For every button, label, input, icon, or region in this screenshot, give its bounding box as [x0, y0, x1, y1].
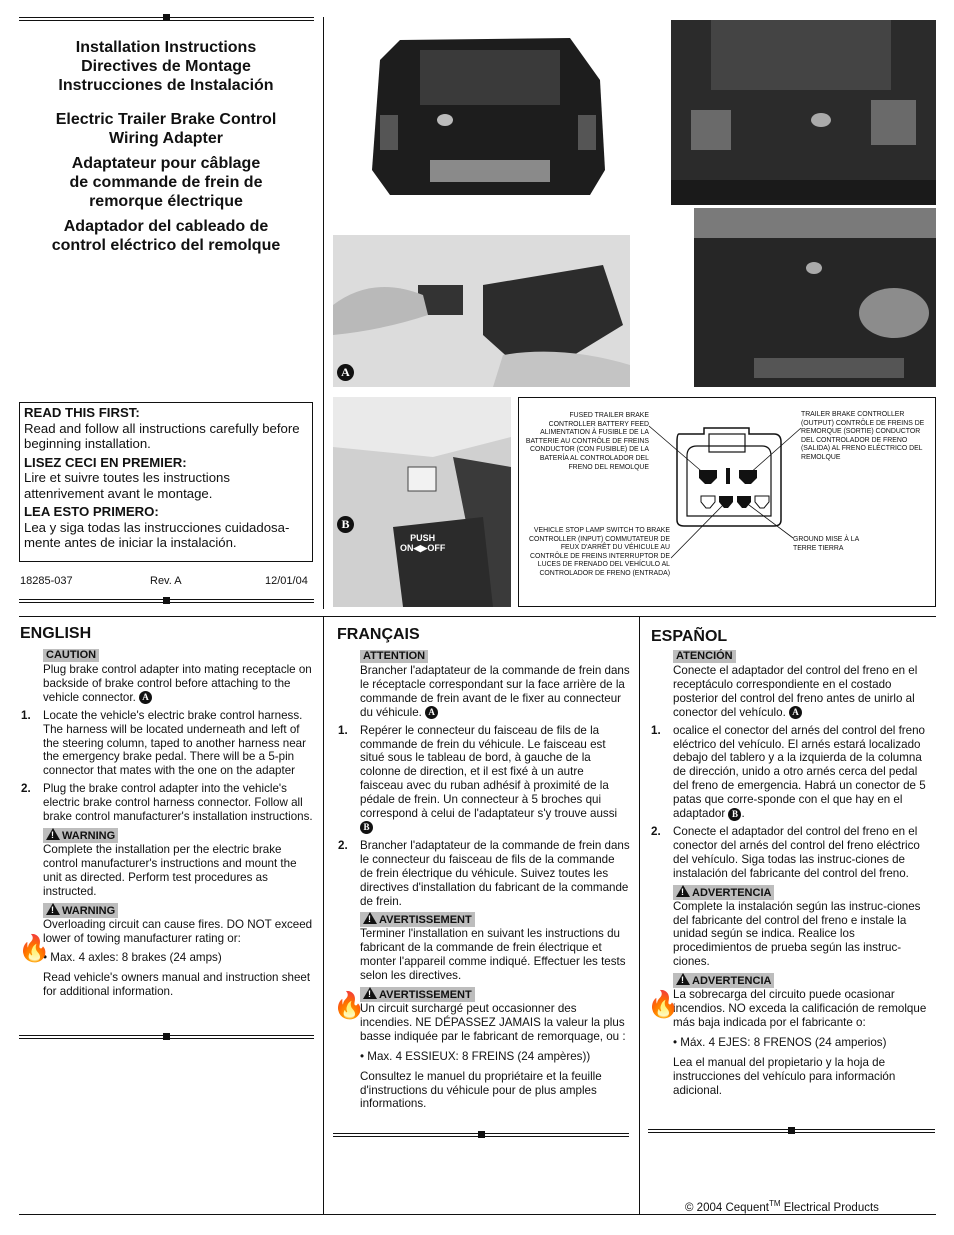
- product-title-es-1: Adaptador del cableado de: [63, 218, 269, 235]
- diagram-label-ground: GROUND MISE À LA TERRE TIERRA: [793, 536, 859, 552]
- trademark: TM: [768, 1199, 781, 1208]
- read-first-heading-es: LEA ESTO PRIMERO:: [24, 504, 159, 519]
- caution-tag: ATENCIÓN: [673, 650, 736, 663]
- read-first-heading-en: READ THIS FIRST:: [24, 405, 140, 420]
- install-title-en: Installation Instructions: [75, 39, 257, 56]
- warning-icon: !: [676, 885, 690, 897]
- caution-text: Brancher l'adaptateur de la commande de frein dans le réceptacle correspondant sur la face arrière de la commande de frein avant de le fixer au connecteur du véhicule.: [360, 664, 630, 719]
- read-first-text-en: Read and follow all instructions carefully before beginning installation.: [24, 420, 300, 451]
- read-first-heading-fr: LISEZ CECI EN PREMIER:: [24, 454, 187, 470]
- bullet-text: • Max. 4 ESSIEUX: 8 FREINS (24 ampères)): [360, 1049, 591, 1063]
- product-title-fr-1: Adaptateur pour câblage: [71, 155, 261, 172]
- product-title-en-1: Electric Trailer Brake Control: [55, 111, 277, 128]
- espanol-heading: ESPAÑOL: [651, 628, 728, 645]
- product-title-fr-3: remorque électrique: [89, 193, 243, 210]
- column-divider-top: [323, 17, 324, 609]
- warning-tag: ! AVERTISSEMENT: [360, 912, 475, 927]
- product-title-fr-2: de commande de frein de: [69, 174, 263, 191]
- vehicle-truck-photo: [694, 208, 936, 387]
- closing-text: Lea el manual del propietario y la hoja de instrucciones del vehículo para información adicional.: [673, 1055, 896, 1097]
- photo-label-b: B: [337, 516, 354, 533]
- warning2-text: La sobrecarga del circuito puede ocasionar incendios. NO exceda la calificación de remolque más baja indicada por el fabricante o:: [673, 988, 927, 1029]
- warning1-text: Terminer l'installation en suivant les instructions du fabricant de la commande de frein électrique et monter l'appareil comme indiqué. Effectuer les tests selon les directives.: [360, 927, 626, 983]
- warning-icon: !: [363, 912, 377, 924]
- step-number: 2.: [651, 824, 661, 838]
- rule-marker: [163, 597, 170, 604]
- rule-marker: [163, 1033, 170, 1040]
- product-title-en-2: Wiring Adapter: [109, 130, 223, 147]
- copyright-notice: © 2004 Cequent™ Electrical Products: [685, 1199, 879, 1214]
- title-block: [20, 38, 312, 255]
- bullet-text: • Max. 4 axles: 8 brakes (24 amps): [43, 951, 222, 965]
- connector-diagram: [519, 398, 937, 608]
- push-label-line1: PUSH: [410, 533, 436, 543]
- warning-icon: !: [676, 973, 690, 985]
- revision-date: 12/01/04: [265, 575, 308, 587]
- fire-hazard-icon: 🔥: [333, 990, 366, 1020]
- diagram-label-fused-feed: FUSED TRAILER BRAKE CONTROLLER BATTERY FEED ALIMENTATION À FUSIBLE DE LA BATTERIE AU CONTRÔLE DE FREINS CONDUCTOR (CON FUSIBLE) DE LA BATERÍA AL CONTROLADOR DEL FRENO DEL REMOLQUE: [525, 412, 649, 471]
- warning-icon: !: [46, 903, 60, 915]
- step-number: 2.: [21, 782, 31, 796]
- column-divider-1: [323, 616, 324, 1214]
- warning-tag: ! AVERTISSEMENT: [360, 987, 475, 1002]
- step1-text: Repérer le connecteur du faisceau de fils de la commande de frein du véhicule. Le faisceau est situé sous le tableau de bord, à gauche de la colonne de direction, et il est fixé à un autre faisceau avec du ruban adhésif à proximité de la pédale de frein. Un connecteur à 5 broches qui correspond à celui de l'adaptateur s'y trouve aussi: [360, 723, 618, 821]
- install-title-fr: Directives de Montage: [81, 58, 251, 75]
- caution-tag: CAUTION: [43, 649, 99, 662]
- warning1-text: Complete la instalación según las instruc-ciones del fabricante del control del freno e instale la unidad según se indica. Realice los procedimientos de prueba según las instruc-ciones.: [673, 899, 921, 969]
- fire-hazard-icon: 🔥: [647, 989, 680, 1019]
- part-number: 18285-037: [20, 575, 73, 587]
- caution-text: Conecte el adaptador del control del freno en el receptáculo correspondiente en el costado posterior del control del freno antes de unirlo al conector del vehículo.: [673, 664, 918, 719]
- bottom-rule: [19, 1214, 936, 1215]
- step2-text: Conecte el adaptador del control del freno en el conector del arnés del control del freno eléctrico del vehículo. Siga todas las instruc-ciones de instalación del fabricante del control del freno.: [673, 824, 920, 880]
- step2-text: Brancher l'adaptateur de la commande de frein dans le connecteur du faisceau de fils de la commande de frein électrique du véhicule. Suivez toutes les directives d'installation du fabricant de la commande de frein.: [360, 838, 630, 908]
- english-column: [21, 648, 315, 999]
- step1-text: Locate the vehicle's electric brake control harness. The harness will be located underneath and left of the steering column, taped to another harness near the emergency brake pedal. There will be a 5-pin connector that mates with the one on the adapter: [43, 708, 306, 778]
- revision: Rev. A: [150, 575, 182, 587]
- push-label-line2: ON◀▶OFF: [400, 543, 446, 553]
- warning-icon: !: [363, 987, 377, 999]
- warning1-text: Complete the installation per the electric brake control manufacturer's instructions and mount the unit as directed. Perform test procedures as instructed.: [43, 842, 297, 898]
- step-number: 1.: [21, 708, 31, 722]
- warning-tag: ! WARNING: [43, 903, 118, 918]
- ref-a-icon: A: [425, 706, 438, 719]
- rule-marker: [478, 1131, 485, 1138]
- warning-icon: !: [46, 828, 60, 840]
- ref-b-icon: B: [360, 821, 373, 834]
- closing-text: Read vehicle's owners manual and instruction sheet for additional information.: [43, 971, 311, 999]
- warning2-text: Overloading circuit can cause fires. DO NOT exceed lower of towing manufacturer rating or:: [43, 917, 313, 945]
- english-heading: ENGLISH: [20, 625, 92, 642]
- section-rule: [19, 616, 936, 617]
- column-divider-2: [639, 616, 640, 1214]
- install-title-es: Instrucciones de Instalación: [58, 77, 274, 94]
- caution-tag: ATTENTION: [360, 650, 428, 663]
- step1-text: ocalice el conector del arnés del control del freno eléctrico del vehículo. El arnés estará localizado debajo del tablero y a la izquierda de la columna de dirección, unido a otro arnés cerca del pedal del freno de emergencia. Habrá un conector de 5 patas que corre-sponde con el que hay en el adaptador: [673, 723, 926, 821]
- step-number: 1.: [338, 723, 348, 737]
- push-on-off-label: [400, 533, 445, 553]
- under-dash-photo: [333, 397, 511, 607]
- bullet-text: • Máx. 4 EJES: 8 FRENOS (24 amperios): [673, 1035, 887, 1049]
- product-title-es-2: control eléctrico del remolque: [51, 237, 281, 254]
- step-number: 2.: [338, 838, 348, 852]
- ref-a-icon: A: [789, 706, 802, 719]
- ref-a-icon: A: [139, 691, 152, 704]
- francais-column: [338, 649, 630, 1111]
- rule-marker: [788, 1127, 795, 1134]
- francais-heading: FRANÇAIS: [337, 626, 420, 643]
- diagram-label-stop-lamp: VEHICLE STOP LAMP SWITCH TO BRAKE CONTROLLER (INPUT) COMMUTATEUR DE FEUX D'ARRÊT DU VÉHICULE AU CONTRÔLE DE FREINS INTERRUPTOR DE LUCES DE FRENADO DEL VEHÍCULO AL CONTROLADOR DE FRENO (ENTRADA): [528, 527, 670, 577]
- vehicle-rear-photo-2: [671, 20, 936, 205]
- step-number: 1.: [651, 723, 661, 737]
- warning-tag: ! WARNING: [43, 828, 118, 843]
- photo-label-a: A: [337, 364, 354, 381]
- caution-text: Plug brake control adapter into mating receptacle on backside of brake control before attaching to the vehicle connector.: [43, 663, 312, 704]
- wiring-diagram: [518, 397, 936, 607]
- fire-hazard-icon: 🔥: [18, 933, 51, 963]
- read-first-box: [19, 402, 313, 562]
- vehicle-rear-photo-1: [360, 20, 616, 216]
- read-first-text-es: Lea y siga todas las instrucciones cuidadosa-mente antes de iniciar la instalación.: [24, 519, 290, 550]
- espanol-column: ATENCIÓN Conecte el adaptador del control del freno en el receptáculo correspondiente en el costado posterior del control del freno antes de unirlo al conector del vehículo. A 1. ocalice el conector del arnés del control del freno eléctrico del vehículo. El arnés estará localizado debajo del tablero y a la izquierda de la columna de dirección, unido a otro arnés cerca del pedal del freno de emergencia. Habrá un conector de 5 patas que corre-sponde con el que hay en el adaptador B . 2. Conecte el adaptador del control del freno en el conector del arnés del control del freno eléctrico del vehículo. Siga todas las instruc-ciones de instalación del fabricante del control del freno. ! ADVERTENCIA Complete la instalación según las instruc-ciones del fabricante del control del freno e instale la unidad según se indica. Realice los procedimientos de prueba según las instruc-ciones. ! ADVERTENCIA La sobrecarga del circuito puede ocasionar incendios. NO exceda la calificación de remolque más baja indicada por el fabricante o: • Máx. 4 EJES: 8 FRENOS (24 amperios) Lea el manual del propietario y la hoja de instrucciones del vehículo para información adicional.: [673, 649, 935, 1097]
- step2-text: Plug the brake control adapter into the vehicle's electric brake control harness connector. Follow all brake control manufacturer's installation instructions.: [43, 782, 313, 824]
- warning-tag: ! ADVERTENCIA: [673, 885, 774, 900]
- closing-text: Consultez le manuel du propriétaire et la feuille d'instructions du véhicule pour de plus amples informations.: [360, 1069, 602, 1111]
- read-first-text-fr: Lire et suivre toutes les instructions attenrivement avant le montage.: [24, 470, 230, 501]
- diagram-label-output: TRAILER BRAKE CONTROLLER (OUTPUT) CONTRÔLE DE FREINS DE REMORQUE (SORTIE) CONDUCTOR DEL CONTROLADOR DE FRENO (SALIDA) AL FRENO ELÉCTRICO DEL REMOLQUE: [801, 411, 925, 461]
- warning-tag: ! ADVERTENCIA: [673, 973, 774, 988]
- warning2-text: Un circuit surchargé peut occasionner des incendies. NE DÉPASSEZ JAMAIS la valeur la plus basse indiquée par le fabricant de remorquage, ou :: [360, 1002, 626, 1043]
- ref-b-icon: B: [728, 808, 741, 821]
- adapter-plug-photo: [333, 235, 630, 387]
- rule-marker: [163, 14, 170, 21]
